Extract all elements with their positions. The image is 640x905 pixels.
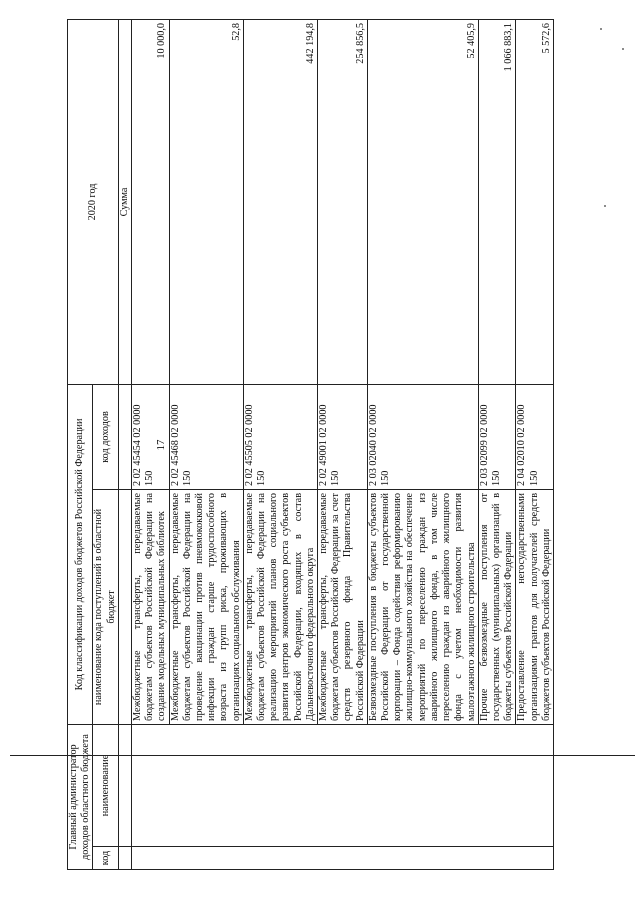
header-code: код xyxy=(93,847,118,870)
page-divider-line xyxy=(10,755,635,756)
header-empty-3 xyxy=(118,489,131,724)
page-number: 17 xyxy=(155,439,167,451)
rotated-page xyxy=(55,20,570,870)
cell-income-code: 2 03 02099 02 0000 150 xyxy=(478,384,516,489)
cell-sum: 52 405,9 xyxy=(367,19,478,384)
cell-income-name: Безвозмездные поступления в бюджеты субъектов Российской Федерации от государственной корпорации – Фонда содействия реформированию жилищно-коммунального хозяйства на обеспечение мероприятий по переселению граждан из аварийного жилищного фонда, в том числе переселению граждан из аварийного жилищного фонда с учетом необходимости развития малоэтажного жилищного строительства xyxy=(367,489,478,724)
cell-income-code: 2 03 02040 02 0000 150 xyxy=(367,384,478,489)
cell-income-name: Межбюджетные трансферты, передаваемые бюджетам субъектов Российской Федерации за счет средств резервного фонда Правительства Российской Федерации xyxy=(318,489,368,724)
cell-admin-code xyxy=(132,847,554,870)
header-income-code: код доходов xyxy=(93,384,118,489)
scan-speck xyxy=(600,28,602,30)
header-empty-4 xyxy=(118,384,131,489)
cell-income-code: 2 02 45468 02 0000 150 xyxy=(169,384,243,489)
cell-income-name: Межбюджетные трансферты, передаваемые бюджетам субъектов Российской Федерации на проведение вакцинации против пневмококковой инфекции граждан старше трудоспособного возраста из групп риска, проживающих в организациях социального обслуживания xyxy=(169,489,243,724)
cell-income-code: 2 04 02010 02 0000 150 xyxy=(516,384,554,489)
header-admin: Главный администратор доходов областного бюджета xyxy=(68,724,93,869)
header-row-3 xyxy=(118,19,131,869)
cell-sum: 254 856,5 xyxy=(318,19,368,384)
scan-speck xyxy=(604,205,606,207)
cell-sum: 10 000,0 xyxy=(132,19,170,384)
header-classification: Код классификации доходов бюджетов Российской Федерации xyxy=(68,384,93,724)
cell-income-name: Межбюджетные трансферты, передаваемые бюджетам субъектов Российской Федерации на создание модельных муниципальных библиотек xyxy=(132,489,170,724)
cell-sum: 1 066 883,1 xyxy=(478,19,516,384)
cell-sum: 5 572,6 xyxy=(516,19,554,384)
cell-income-name: Межбюджетные трансферты, передаваемые бюджетам субъектов Российской Федерации на реализацию мероприятий планов социального развития центров экономического роста субъектов Российской Федерации, входящих в состав Дальневосточного федерального округа xyxy=(243,489,317,724)
cell-income-code: 2 02 49001 02 0000 150 xyxy=(318,384,368,489)
cell-income-name: Предоставление негосударственными организациями грантов для получателей средств бюджетов субъектов Российской Федерации xyxy=(516,489,554,724)
header-year: 2020 год xyxy=(68,19,119,384)
header-income-name: наименование кода поступлений в областной бюджет xyxy=(93,489,118,724)
cell-sum: 442 194,8 xyxy=(243,19,317,384)
cell-sum: 52,8 xyxy=(169,19,243,384)
scan-speck xyxy=(622,48,624,50)
income-table xyxy=(67,19,554,870)
cell-income-code: 2 02 45454 02 0000 150 xyxy=(132,384,170,489)
cell-income-name: Прочие безвозмездные поступления от государственных (муниципальных) организаций в бюджеты субъектов Российской Федерации xyxy=(478,489,516,724)
cell-income-code: 2 02 45505 02 0000 150 xyxy=(243,384,317,489)
header-name: наименование xyxy=(93,724,118,846)
header-empty-2 xyxy=(118,724,131,846)
header-empty-1 xyxy=(118,847,131,870)
header-row-1 xyxy=(68,19,93,869)
table-row xyxy=(132,19,170,869)
cell-admin-name xyxy=(132,724,554,846)
header-sum: Сумма xyxy=(118,19,131,384)
